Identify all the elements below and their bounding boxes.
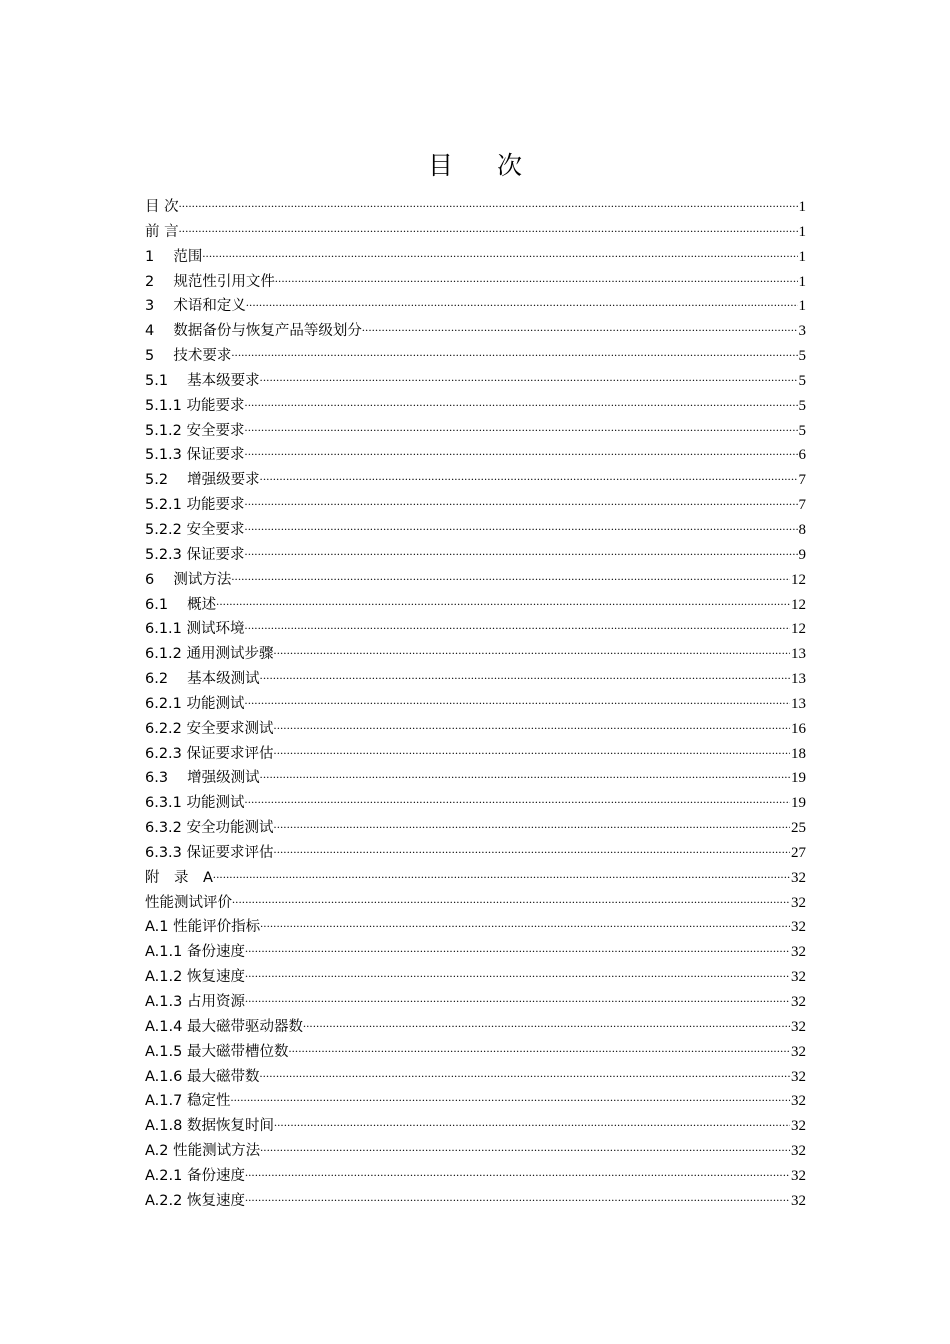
toc-entry-label: 1 范围 [145, 248, 203, 265]
toc-entry-label: A.1.3 占用资源 [145, 994, 245, 1010]
dot-leader [245, 390, 798, 415]
dot-leader [245, 613, 790, 638]
toc-entry-label: 6.3.2 安全功能测试 [145, 820, 274, 837]
toc-entry-page-number: 1 [798, 223, 806, 240]
dot-leader [216, 589, 790, 614]
dot-leader [245, 936, 790, 961]
toc-entry-label: 5 技术要求 [145, 348, 232, 365]
toc-entry-page-number: 8 [798, 521, 806, 538]
toc-entry-page-number: 5 [798, 397, 806, 414]
dot-leader [260, 365, 798, 390]
dot-leader [274, 638, 790, 663]
toc-entry-label: 前 言 [145, 223, 179, 240]
dot-leader [260, 762, 790, 787]
toc-entry-page-number: 25 [791, 820, 806, 837]
toc-entry-page-number: 27 [791, 844, 806, 861]
dot-leader [179, 216, 798, 241]
toc-entry-page-number: 5 [798, 348, 806, 365]
toc-entry-page-number: 32 [791, 1167, 806, 1184]
toc-entry-page-number: 32 [791, 919, 806, 936]
toc-entry-label: 2 规范性引用文件 [145, 273, 275, 290]
dot-leader [245, 415, 798, 440]
dot-leader [231, 340, 797, 365]
dot-leader [245, 539, 798, 564]
toc-entry-label: A.2.2 恢复速度 [145, 1192, 245, 1209]
toc-entry-label: 5.1.3 保证要求 [145, 447, 245, 464]
dot-leader [260, 1135, 790, 1160]
toc-entry-page-number: 32 [791, 1018, 806, 1035]
dot-leader [245, 961, 790, 986]
toc-entry-page-number: 32 [791, 1118, 806, 1135]
toc-entry-label: A.1.7 稳定性 [145, 1093, 231, 1110]
toc-entry-label: 6.3.1 功能测试 [145, 795, 245, 812]
toc-entry-page-number: 32 [791, 1043, 806, 1060]
toc-entry-page-number: 5 [798, 422, 806, 439]
toc-entry-label: 5.2.2 安全要求 [145, 521, 245, 538]
toc-entry-label: 6.2.1 功能测试 [145, 695, 245, 712]
toc-entry-page-number: 32 [791, 1143, 806, 1160]
toc-entry-page-number: 32 [791, 894, 806, 911]
toc-entry-page-number: 16 [791, 720, 806, 737]
toc-entry-page-number: 12 [791, 571, 806, 588]
toc-entry-page-number: 32 [791, 994, 806, 1010]
toc-entry-page-number: 32 [791, 1093, 806, 1110]
toc-entry-page-number: 32 [791, 1192, 806, 1209]
toc-entry-label: 性能测试评价 [145, 894, 232, 911]
dot-leader [231, 564, 790, 589]
toc-entry-label: 4 数据备份与恢复产品等级划分 [145, 323, 362, 340]
toc-entry-label: A.2 性能测试方法 [145, 1143, 261, 1160]
page-title: 目 次 [428, 151, 540, 180]
toc-entry-label: 6.2.3 保证要求评估 [145, 745, 274, 762]
toc-entry-page-number: 32 [791, 969, 806, 986]
toc-entry-page-number: 1 [798, 199, 806, 215]
dot-leader [245, 787, 790, 812]
dot-leader [288, 1036, 790, 1061]
toc-entry-page-number: 12 [791, 621, 806, 638]
dot-leader [245, 688, 790, 713]
dot-leader [202, 241, 797, 266]
toc-entry-label: A.1.8 数据恢复时间 [145, 1118, 274, 1135]
dot-leader [245, 489, 798, 514]
dot-leader [259, 1061, 790, 1086]
dot-leader [246, 290, 798, 315]
toc-entry-label: A.1.4 最大磁带驱动器数 [145, 1018, 303, 1035]
table-of-contents [145, 195, 806, 1214]
toc-entry-label: 6 测试方法 [145, 571, 232, 588]
toc-entry-page-number: 13 [791, 646, 806, 663]
toc-entry-page-number: 13 [791, 671, 806, 688]
toc-entry-label: 3 术语和定义 [145, 298, 246, 315]
toc-entry-label: 6.1.1 测试环境 [145, 621, 245, 638]
dot-leader [274, 713, 790, 738]
toc-entry-label: 附 录 A [145, 869, 213, 886]
dot-leader [274, 812, 790, 837]
toc-entry-label: A.1.6 最大磁带数 [145, 1068, 260, 1085]
toc-entry-label: 目 次 [145, 199, 179, 215]
toc-entry-page-number: 1 [798, 298, 806, 315]
toc-entry-page-number: 1 [798, 273, 806, 290]
dot-leader [362, 315, 798, 340]
toc-entry[interactable] [145, 1189, 806, 1214]
dot-leader [260, 911, 790, 936]
toc-entry-page-number: 32 [791, 869, 806, 886]
dot-leader [232, 887, 790, 912]
toc-entry-label: 5.1.2 安全要求 [145, 422, 245, 439]
dot-leader [245, 986, 790, 1011]
dot-leader [213, 862, 790, 887]
toc-entry-page-number: 9 [798, 546, 806, 563]
dot-leader [260, 663, 790, 688]
toc-entry-page-number: 32 [791, 1068, 806, 1085]
dot-leader [245, 439, 798, 464]
toc-entry-page-number: 5 [798, 372, 806, 389]
toc-entry-label: 6.1.2 通用测试步骤 [145, 646, 274, 663]
toc-entry-page-number: 1 [798, 248, 806, 265]
toc-entry-label: 6.3.3 保证要求评估 [145, 844, 274, 861]
toc-entry-label: A.1.1 备份速度 [145, 944, 245, 961]
dot-leader [245, 1160, 790, 1185]
toc-entry-page-number: 12 [791, 596, 806, 613]
toc-entry-label: 5.2.1 功能要求 [145, 497, 245, 514]
dot-leader [230, 1085, 790, 1110]
toc-entry-label: A.1.2 恢复速度 [145, 969, 245, 986]
dot-leader [245, 1185, 790, 1210]
dot-leader [274, 738, 790, 763]
toc-entry-label: 6.3 增强级测试 [145, 770, 260, 787]
toc-entry-page-number: 19 [791, 795, 806, 812]
toc-entry-label: 5.1.1 功能要求 [145, 397, 245, 414]
toc-entry-label: 6.2 基本级测试 [145, 671, 260, 688]
dot-leader [245, 514, 798, 539]
toc-entry-page-number: 6 [798, 447, 806, 464]
dot-leader [179, 191, 798, 216]
dot-leader [274, 837, 790, 862]
toc-entry-label: A.1 性能评价指标 [145, 919, 261, 936]
toc-entry-page-number: 7 [798, 497, 806, 514]
toc-entry-label: 6.2.2 安全要求测试 [145, 720, 274, 737]
toc-entry-page-number: 3 [798, 323, 806, 340]
dot-leader [274, 1110, 790, 1135]
toc-entry-page-number: 13 [791, 695, 806, 712]
toc-entry-label: A.1.5 最大磁带槽位数 [145, 1043, 289, 1060]
toc-entry-label: 5.2.3 保证要求 [145, 546, 245, 563]
toc-entry-page-number: 32 [791, 944, 806, 961]
toc-entry-label: A.2.1 备份速度 [145, 1167, 245, 1184]
toc-entry-label: 5.1 基本级要求 [145, 372, 260, 389]
toc-entry-label: 5.2 增强级要求 [145, 472, 260, 489]
toc-entry-page-number: 18 [791, 745, 806, 762]
toc-entry-page-number: 19 [791, 770, 806, 787]
dot-leader [275, 266, 798, 291]
dot-leader [260, 464, 798, 489]
toc-entry-page-number: 7 [798, 472, 806, 489]
dot-leader [303, 1011, 790, 1036]
toc-entry-label: 6.1 概述 [145, 596, 217, 613]
